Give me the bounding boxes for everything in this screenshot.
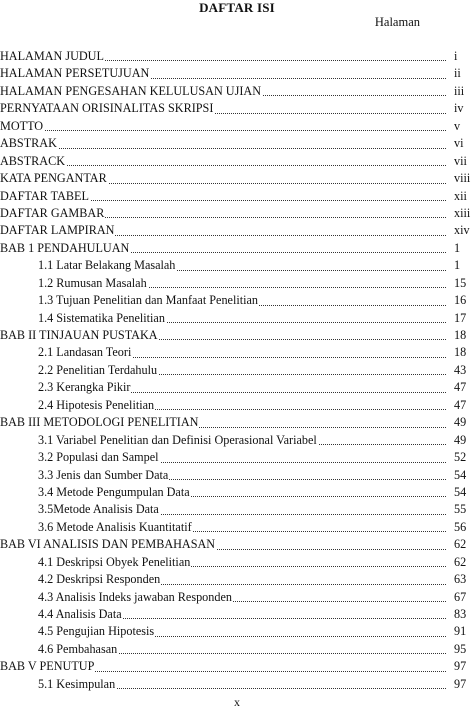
toc-page-number: 52 xyxy=(454,450,467,465)
toc-entry-label: PERNYATAAN ORISINALITAS SKRIPSI xyxy=(0,100,214,117)
toc-page-number: 18 xyxy=(454,328,467,342)
toc-page-number: 62 xyxy=(454,554,467,569)
toc-page-number: ii xyxy=(454,66,461,81)
toc-page-number: xiv xyxy=(454,223,470,238)
toc-page-number: 54 xyxy=(454,484,467,499)
toc-section-row xyxy=(0,554,474,571)
toc-page-number: 97 xyxy=(454,676,467,691)
toc-chapter-row xyxy=(0,65,474,82)
toc-page-number: 91 xyxy=(454,624,467,639)
toc-chapter-row xyxy=(0,536,474,553)
toc-page-number: 43 xyxy=(454,362,467,377)
toc-page-number: 83 xyxy=(454,607,467,621)
toc-page-number: 55 xyxy=(454,502,467,517)
toc-section-row xyxy=(0,362,474,379)
toc-section-row xyxy=(0,449,474,466)
toc-page-number: v xyxy=(454,118,461,133)
toc-entry-label: 2.4 Hipotesis Penelitian xyxy=(38,397,155,414)
toc-section-row xyxy=(0,397,474,414)
toc-chapter-row xyxy=(0,327,474,344)
toc-page-number: 1 xyxy=(454,258,461,273)
toc-page-number: iii xyxy=(454,83,465,98)
toc-page-number: 18 xyxy=(454,345,467,360)
toc-chapter-row xyxy=(0,100,474,117)
toc-section-row xyxy=(0,676,474,693)
toc-page-number: 56 xyxy=(454,519,467,534)
toc-section-row xyxy=(0,589,474,606)
toc-entry-label: 3.5Metode Analisis Data xyxy=(38,501,160,518)
page-title: DAFTAR ISI xyxy=(199,0,275,15)
toc-entry-label: MOTTO xyxy=(0,118,44,135)
toc-page-number: iv xyxy=(454,101,464,116)
toc-dot-leader xyxy=(10,146,446,149)
toc-entry-label: 3.2 Populasi dan Sampel xyxy=(38,449,160,466)
toc-page-number: 97 xyxy=(454,659,467,674)
toc-chapter-row xyxy=(0,48,474,65)
toc-chapter-row xyxy=(0,135,474,152)
toc-entry-label: DAFTAR LAMPIRAN xyxy=(0,222,115,239)
toc-section-row xyxy=(0,310,474,327)
toc-section-row xyxy=(0,344,474,361)
toc-section-row xyxy=(0,467,474,484)
toc-section-row xyxy=(0,623,474,640)
toc-entry-label: 4.3 Analisis Indeks jawaban Responden xyxy=(38,589,233,606)
toc-entry-label: 2.2 Penelitian Terdahulu xyxy=(38,362,158,379)
toc-dot-leader xyxy=(10,128,446,131)
toc-section-row xyxy=(0,519,474,536)
toc-section-row xyxy=(0,484,474,501)
toc-entry-label: DAFTAR TABEL xyxy=(0,188,90,205)
toc-entry-label: BAB V PENUTUP xyxy=(0,658,95,675)
toc-section-row xyxy=(0,292,474,309)
toc-page-number: 15 xyxy=(454,275,467,290)
toc-page-number: 49 xyxy=(454,432,467,447)
toc-entry-label: KATA PENGANTAR xyxy=(0,170,108,187)
toc-entry-label: 1.2 Rumusan Masalah xyxy=(38,275,148,292)
toc-entry-label: 4.5 Pengujian Hipotesis xyxy=(38,623,155,640)
toc-chapter-row xyxy=(0,170,474,187)
toc-page-number: xiii xyxy=(454,205,471,220)
toc-entry-label: 5.1 Kesimpulan xyxy=(38,676,116,693)
toc-page-number: xii xyxy=(454,188,467,203)
toc-dot-leader xyxy=(10,163,446,166)
page-number-footer: x xyxy=(234,695,240,709)
table-of-contents xyxy=(0,48,474,693)
toc-entry-label: 2.1 Landasan Teori xyxy=(38,344,132,361)
toc-section-row xyxy=(0,275,474,292)
toc-chapter-row xyxy=(0,83,474,100)
toc-chapter-row xyxy=(0,153,474,170)
toc-entry-label: BAB III METODOLOGI PENELITIAN xyxy=(0,414,199,431)
toc-page-number: 62 xyxy=(454,537,467,552)
toc-page-number: 54 xyxy=(454,467,467,482)
toc-entry-label: HALAMAN JUDUL xyxy=(0,48,105,65)
toc-entry-label: 1.4 Sistematika Penelitian xyxy=(38,310,166,327)
toc-chapter-row xyxy=(0,188,474,205)
toc-page-number: 1 xyxy=(454,240,461,255)
toc-chapter-row xyxy=(0,658,474,675)
toc-page-number: 95 xyxy=(454,641,467,656)
toc-page-number: viii xyxy=(454,171,471,186)
toc-section-row xyxy=(0,501,474,518)
toc-entry-label: BAB II TINJAUAN PUSTAKA xyxy=(0,327,159,344)
toc-section-row xyxy=(0,257,474,274)
toc-entry-label: 1.1 Latar Belakang Masalah xyxy=(38,257,176,274)
toc-section-row xyxy=(0,641,474,658)
toc-chapter-row xyxy=(0,414,474,431)
toc-entry-label: 3.1 Variabel Penelitian dan Definisi Operasional Variabel xyxy=(38,432,318,449)
toc-chapter-row xyxy=(0,205,474,222)
toc-page-number: 63 xyxy=(454,572,467,587)
toc-chapter-row xyxy=(0,222,474,239)
toc-chapter-row xyxy=(0,240,474,257)
toc-page-number: i xyxy=(454,49,458,63)
toc-page-number: vii xyxy=(454,153,467,168)
toc-page-number: vi xyxy=(454,136,464,151)
toc-entry-label: 1.3 Tujuan Penelitian dan Manfaat Penelitian xyxy=(38,292,259,309)
toc-entry-label: 3.4 Metode Pengumpulan Data xyxy=(38,484,191,501)
toc-entry-label: 4.2 Deskripsi Responden xyxy=(38,571,161,588)
toc-entry-label: 3.3 Jenis dan Sumber Data xyxy=(38,467,169,484)
toc-entry-label: 2.3 Kerangka Pikir xyxy=(38,379,131,396)
toc-entry-label: HALAMAN PENGESAHAN KELULUSAN UJIAN xyxy=(0,83,262,100)
toc-page-number: 17 xyxy=(454,310,467,325)
toc-section-row xyxy=(0,432,474,449)
page-column-header: Halaman xyxy=(374,15,420,29)
toc-page-number: 47 xyxy=(454,380,467,395)
toc-entry-label: 4.4 Analisis Data xyxy=(38,606,123,623)
toc-page-number: 49 xyxy=(454,415,467,430)
toc-entry-label: ABSTRACK xyxy=(0,153,66,170)
toc-entry-label: BAB 1 PENDAHULUAN xyxy=(0,240,130,257)
toc-chapter-row xyxy=(0,118,474,135)
toc-section-row xyxy=(0,379,474,396)
toc-entry-label: 4.1 Deskripsi Obyek Penelitian xyxy=(38,554,191,571)
toc-page-number: 16 xyxy=(454,293,467,308)
toc-entry-label: ABSTRAK xyxy=(0,135,58,152)
toc-entry-label: 3.6 Metode Analisis Kuantitatif xyxy=(38,519,193,536)
toc-section-row xyxy=(0,571,474,588)
toc-entry-label: HALAMAN PERSETUJUAN xyxy=(0,65,150,82)
toc-section-row xyxy=(0,606,474,623)
toc-entry-label: 4.6 Pembahasan xyxy=(38,641,118,658)
toc-entry-label: BAB VI ANALISIS DAN PEMBAHASAN xyxy=(0,536,216,553)
toc-page-number: 67 xyxy=(454,589,467,604)
toc-page-number: 47 xyxy=(454,397,467,412)
toc-entry-label: DAFTAR GAMBAR xyxy=(0,205,105,222)
